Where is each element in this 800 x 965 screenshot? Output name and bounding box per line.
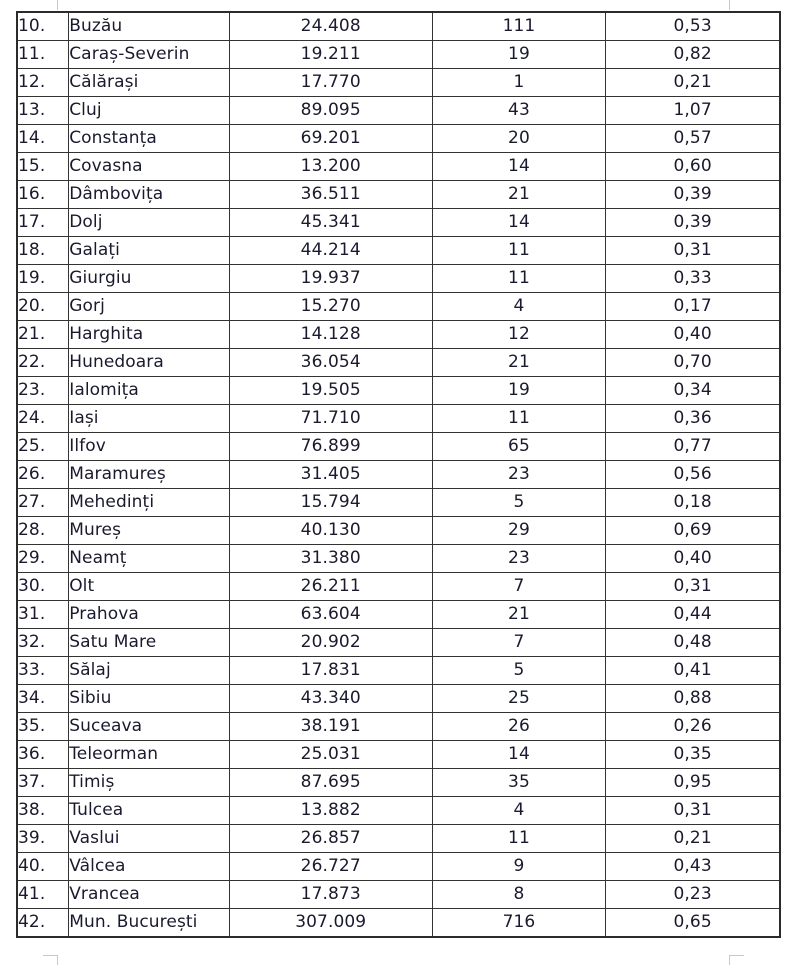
population-cell: 13.882 <box>229 797 432 825</box>
county-name-cell: Vaslui <box>69 825 230 853</box>
table-body <box>17 12 780 937</box>
rate-cell: 0,65 <box>606 909 780 938</box>
population-cell: 36.054 <box>229 349 432 377</box>
county-name-cell: Maramureș <box>69 461 230 489</box>
population-cell: 26.211 <box>229 573 432 601</box>
count-cell: 65 <box>432 433 606 461</box>
population-cell: 31.380 <box>229 545 432 573</box>
count-cell: 11 <box>432 405 606 433</box>
row-number-cell: 18. <box>17 237 69 265</box>
page-margin-mark <box>729 955 730 965</box>
rate-cell: 0,18 <box>606 489 780 517</box>
county-name-cell: Tulcea <box>69 797 230 825</box>
rate-cell: 0,17 <box>606 293 780 321</box>
county-name-cell: Prahova <box>69 601 230 629</box>
rate-cell: 0,26 <box>606 713 780 741</box>
page-margin-mark <box>57 955 58 965</box>
rate-cell: 0,77 <box>606 433 780 461</box>
population-cell: 26.857 <box>229 825 432 853</box>
count-cell: 11 <box>432 237 606 265</box>
row-number-cell: 33. <box>17 657 69 685</box>
county-name-cell: Ilfov <box>69 433 230 461</box>
row-number-cell: 15. <box>17 153 69 181</box>
count-cell: 19 <box>432 41 606 69</box>
row-number-cell: 28. <box>17 517 69 545</box>
row-number-cell: 40. <box>17 853 69 881</box>
page-margin-mark <box>57 0 58 10</box>
count-cell: 20 <box>432 125 606 153</box>
rate-cell: 0,41 <box>606 657 780 685</box>
table-row <box>17 909 780 938</box>
county-name-cell: Covasna <box>69 153 230 181</box>
row-number-cell: 35. <box>17 713 69 741</box>
population-cell: 76.899 <box>229 433 432 461</box>
row-number-cell: 42. <box>17 909 69 938</box>
rate-cell: 0,88 <box>606 685 780 713</box>
row-number-cell: 31. <box>17 601 69 629</box>
count-cell: 25 <box>432 685 606 713</box>
row-number-cell: 13. <box>17 97 69 125</box>
population-cell: 69.201 <box>229 125 432 153</box>
row-number-cell: 17. <box>17 209 69 237</box>
county-name-cell: Galați <box>69 237 230 265</box>
county-name-cell: Olt <box>69 573 230 601</box>
population-cell: 13.200 <box>229 153 432 181</box>
table-row <box>17 461 780 489</box>
row-number-cell: 14. <box>17 125 69 153</box>
row-number-cell: 23. <box>17 377 69 405</box>
count-cell: 8 <box>432 881 606 909</box>
table-row <box>17 405 780 433</box>
county-name-cell: Dolj <box>69 209 230 237</box>
rate-cell: 0,69 <box>606 517 780 545</box>
population-cell: 14.128 <box>229 321 432 349</box>
rate-cell: 0,95 <box>606 769 780 797</box>
rate-cell: 0,39 <box>606 181 780 209</box>
rate-cell: 0,36 <box>606 405 780 433</box>
rate-cell: 0,40 <box>606 321 780 349</box>
population-cell: 17.873 <box>229 881 432 909</box>
population-cell: 38.191 <box>229 713 432 741</box>
row-number-cell: 12. <box>17 69 69 97</box>
count-cell: 5 <box>432 657 606 685</box>
rate-cell: 0,57 <box>606 125 780 153</box>
population-cell: 15.270 <box>229 293 432 321</box>
table-row <box>17 433 780 461</box>
county-name-cell: Satu Mare <box>69 629 230 657</box>
table-row <box>17 517 780 545</box>
row-number-cell: 30. <box>17 573 69 601</box>
count-cell: 11 <box>432 825 606 853</box>
county-data-table <box>16 11 781 938</box>
rate-cell: 0,35 <box>606 741 780 769</box>
table-row <box>17 629 780 657</box>
table-row <box>17 12 780 41</box>
population-cell: 17.770 <box>229 69 432 97</box>
population-cell: 19.505 <box>229 377 432 405</box>
table-row <box>17 125 780 153</box>
rate-cell: 0,53 <box>606 12 780 41</box>
population-cell: 40.130 <box>229 517 432 545</box>
row-number-cell: 10. <box>17 12 69 41</box>
table-row <box>17 41 780 69</box>
rate-cell: 0,31 <box>606 797 780 825</box>
count-cell: 11 <box>432 265 606 293</box>
table-row <box>17 321 780 349</box>
count-cell: 21 <box>432 181 606 209</box>
row-number-cell: 20. <box>17 293 69 321</box>
county-name-cell: Hunedoara <box>69 349 230 377</box>
row-number-cell: 34. <box>17 685 69 713</box>
county-name-cell: Sibiu <box>69 685 230 713</box>
population-cell: 63.604 <box>229 601 432 629</box>
rate-cell: 1,07 <box>606 97 780 125</box>
county-name-cell: Sălaj <box>69 657 230 685</box>
page-margin-mark <box>729 0 730 10</box>
rate-cell: 0,21 <box>606 825 780 853</box>
count-cell: 5 <box>432 489 606 517</box>
row-number-cell: 36. <box>17 741 69 769</box>
county-name-cell: Iași <box>69 405 230 433</box>
count-cell: 23 <box>432 461 606 489</box>
count-cell: 1 <box>432 69 606 97</box>
population-cell: 43.340 <box>229 685 432 713</box>
rate-cell: 0,39 <box>606 209 780 237</box>
county-name-cell: Suceava <box>69 713 230 741</box>
table-row <box>17 181 780 209</box>
page-margin-mark <box>729 955 744 956</box>
count-cell: 26 <box>432 713 606 741</box>
rate-cell: 0,34 <box>606 377 780 405</box>
row-number-cell: 29. <box>17 545 69 573</box>
county-name-cell: Neamț <box>69 545 230 573</box>
page-margin-mark <box>43 955 58 956</box>
table-row <box>17 853 780 881</box>
count-cell: 21 <box>432 349 606 377</box>
rate-cell: 0,33 <box>606 265 780 293</box>
table-row <box>17 69 780 97</box>
table-row <box>17 769 780 797</box>
table-row <box>17 741 780 769</box>
county-name-cell: Vrancea <box>69 881 230 909</box>
county-name-cell: Harghita <box>69 321 230 349</box>
row-number-cell: 41. <box>17 881 69 909</box>
population-cell: 45.341 <box>229 209 432 237</box>
county-name-cell: Constanța <box>69 125 230 153</box>
table-row <box>17 153 780 181</box>
count-cell: 19 <box>432 377 606 405</box>
population-cell: 44.214 <box>229 237 432 265</box>
count-cell: 12 <box>432 321 606 349</box>
count-cell: 14 <box>432 209 606 237</box>
rate-cell: 0,43 <box>606 853 780 881</box>
row-number-cell: 11. <box>17 41 69 69</box>
table-row <box>17 293 780 321</box>
population-cell: 24.408 <box>229 12 432 41</box>
table-row <box>17 797 780 825</box>
table-row <box>17 685 780 713</box>
count-cell: 9 <box>432 853 606 881</box>
population-cell: 15.794 <box>229 489 432 517</box>
rate-cell: 0,48 <box>606 629 780 657</box>
count-cell: 14 <box>432 741 606 769</box>
count-cell: 14 <box>432 153 606 181</box>
county-name-cell: Cluj <box>69 97 230 125</box>
rate-cell: 0,82 <box>606 41 780 69</box>
population-cell: 87.695 <box>229 769 432 797</box>
rate-cell: 0,21 <box>606 69 780 97</box>
row-number-cell: 27. <box>17 489 69 517</box>
count-cell: 716 <box>432 909 606 938</box>
population-cell: 89.095 <box>229 97 432 125</box>
rate-cell: 0,70 <box>606 349 780 377</box>
rate-cell: 0,44 <box>606 601 780 629</box>
table-row <box>17 97 780 125</box>
county-name-cell: Teleorman <box>69 741 230 769</box>
population-cell: 36.511 <box>229 181 432 209</box>
rate-cell: 0,23 <box>606 881 780 909</box>
population-cell: 25.031 <box>229 741 432 769</box>
county-name-cell: Gorj <box>69 293 230 321</box>
county-name-cell: Vâlcea <box>69 853 230 881</box>
population-cell: 17.831 <box>229 657 432 685</box>
population-cell: 71.710 <box>229 405 432 433</box>
count-cell: 111 <box>432 12 606 41</box>
county-name-cell: Mun. București <box>69 909 230 938</box>
population-cell: 19.211 <box>229 41 432 69</box>
table-row <box>17 657 780 685</box>
table-row <box>17 713 780 741</box>
rate-cell: 0,40 <box>606 545 780 573</box>
county-name-cell: Mehedinți <box>69 489 230 517</box>
table-row <box>17 601 780 629</box>
county-name-cell: Mureș <box>69 517 230 545</box>
row-number-cell: 19. <box>17 265 69 293</box>
rate-cell: 0,60 <box>606 153 780 181</box>
row-number-cell: 21. <box>17 321 69 349</box>
row-number-cell: 26. <box>17 461 69 489</box>
county-name-cell: Ialomița <box>69 377 230 405</box>
county-name-cell: Timiș <box>69 769 230 797</box>
table-row <box>17 349 780 377</box>
table-row <box>17 825 780 853</box>
population-cell: 307.009 <box>229 909 432 938</box>
rate-cell: 0,56 <box>606 461 780 489</box>
population-cell: 26.727 <box>229 853 432 881</box>
count-cell: 29 <box>432 517 606 545</box>
table-row <box>17 265 780 293</box>
population-cell: 31.405 <box>229 461 432 489</box>
population-cell: 20.902 <box>229 629 432 657</box>
count-cell: 4 <box>432 797 606 825</box>
rate-cell: 0,31 <box>606 237 780 265</box>
county-name-cell: Giurgiu <box>69 265 230 293</box>
table-row <box>17 545 780 573</box>
count-cell: 7 <box>432 629 606 657</box>
table-row <box>17 209 780 237</box>
rate-cell: 0,31 <box>606 573 780 601</box>
row-number-cell: 32. <box>17 629 69 657</box>
count-cell: 21 <box>432 601 606 629</box>
count-cell: 35 <box>432 769 606 797</box>
county-name-cell: Buzău <box>69 12 230 41</box>
row-number-cell: 39. <box>17 825 69 853</box>
count-cell: 4 <box>432 293 606 321</box>
count-cell: 43 <box>432 97 606 125</box>
table-row <box>17 573 780 601</box>
row-number-cell: 25. <box>17 433 69 461</box>
county-name-cell: Dâmbovița <box>69 181 230 209</box>
row-number-cell: 37. <box>17 769 69 797</box>
row-number-cell: 24. <box>17 405 69 433</box>
table-row <box>17 881 780 909</box>
county-name-cell: Călărași <box>69 69 230 97</box>
population-cell: 19.937 <box>229 265 432 293</box>
row-number-cell: 16. <box>17 181 69 209</box>
row-number-cell: 38. <box>17 797 69 825</box>
table-row <box>17 489 780 517</box>
county-name-cell: Caraș-Severin <box>69 41 230 69</box>
count-cell: 7 <box>432 573 606 601</box>
table-row <box>17 377 780 405</box>
row-number-cell: 22. <box>17 349 69 377</box>
count-cell: 23 <box>432 545 606 573</box>
table-row <box>17 237 780 265</box>
